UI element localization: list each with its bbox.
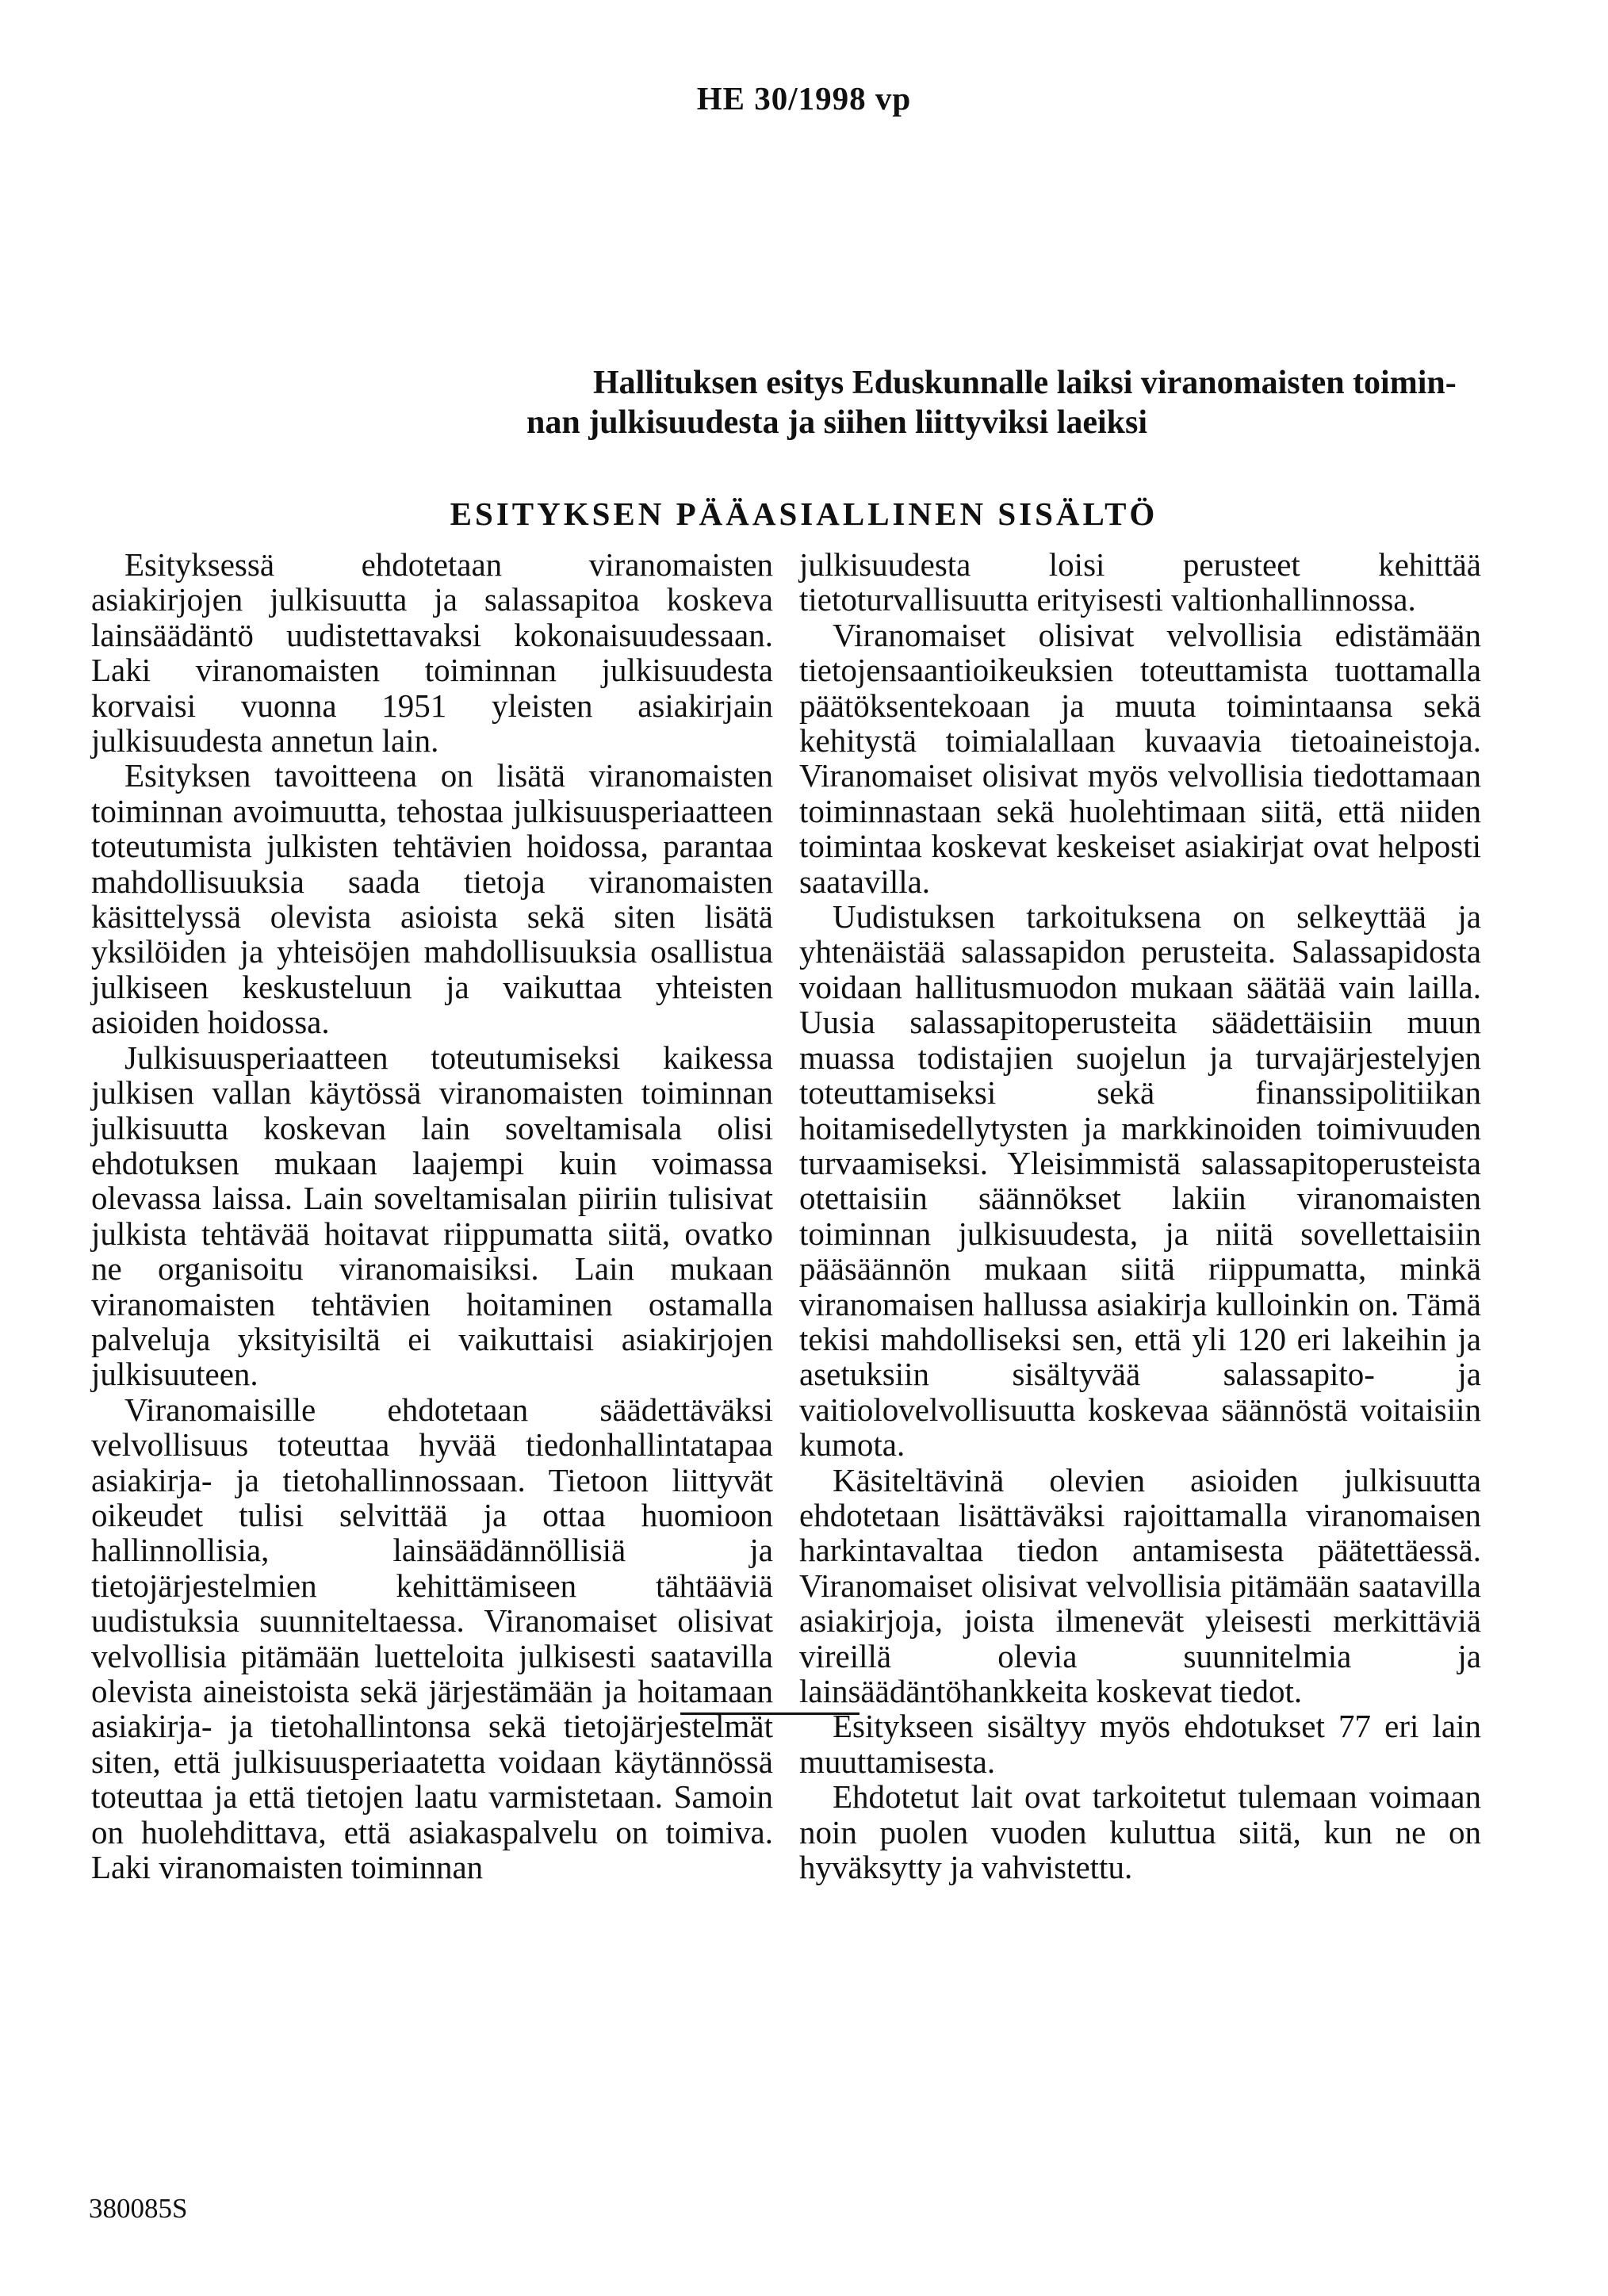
document-code: 380085S [89, 2193, 188, 2224]
title-line-2: nan julkisuudesta ja siihen liittyviksi laeiksi [526, 404, 1148, 441]
title-line-1: Hallituksen esitys Eduskunnalle laiksi viranomaisten toimin- [593, 365, 1457, 401]
paragraph: Käsiteltävinä olevien asioiden julkisuutta ehdotetaan lisättäväksi rajoittamalla viranomaisen harkintavaltaa tiedon antamisesta päätettäessä. Viranomaiset olisivat velvollisia pitämään saatavilla asiakirjoja, joista ilmenevät yleisesti merkittäviä vireillä olevia suunnitelmia ja lainsäädäntöhankkeita koskevat tiedot. [799, 1461, 1481, 1709]
paragraph: Esityksen tavoitteena on lisätä viranomaisten toiminnan avoimuutta, tehostaa julkisuusperiaatteen toteutumista julkisten tehtävien hoidossa, parantaa mahdollisuuksia saada tietoja viranomaisten käsittelyssä olevista asioista sekä siten lisätä yksilöiden ja yhteisöjen mahdollisuuksia osallistua julkiseen keskusteluun ja vaikuttaa yhteisten asioiden hoidossa. [91, 757, 773, 1041]
paragraph: Ehdotetut lait ovat tarkoitetut tulemaan voimaan noin puolen vuoden kuluttua siitä, kun ne on hyväksytty ja vahvistettu. [799, 1778, 1481, 1886]
paragraph: Viranomaisille ehdotetaan säädettäväksi velvollisuus toteuttaa hyvää tiedonhallintatapaa asiakirja- ja tietohallinnossaan. Tietoon liittyvät oikeudet tulisi selvittää ja ottaa huomioon hallinnollisia, lainsäädännöllisiä ja tietojärjestelmien kehittämiseen tähtääviä uudistuksia suunniteltaessa. Viranomaiset olisivat velvollisia pitämään luetteloita julkisesti saatavilla olevista aineistoista sekä järjestämään ja hoitamaan asiakirja- ja tietohallintonsa sekä tietojärjestelmät siten, että julkisuusperiaatetta voidaan käytännössä toteuttaa ja että tietojen laatu varmistetaan. Samoin on huolehdittava, että asiakaspalvelu on toimiva. Laki viranomaisten toiminnan [91, 1391, 773, 1886]
paragraph: Julkisuusperiaatteen toteutumiseksi kaikessa julkisen vallan käytössä viranomaisten toiminnan julkisuutta koskevan lain soveltamisala olisi ehdotuksen mukaan laajempi kuin voimassa olevassa laissa. Lain soveltamisalan piiriin tulisivat julkista tehtävää hoitavat riippumatta siitä, ovatko ne organisoitu viranomaisiksi. Lain mukaan viranomaisten tehtävien hoitaminen ostamalla palveluja yksityisiltä ei vaikuttaisi asiakirjojen julkisuuteen. [91, 1039, 773, 1393]
end-rule [680, 1712, 860, 1715]
paragraph: Viranomaiset olisivat velvollisia edistämään tietojensaantioikeuksien toteuttamista tuottamalla päätöksentekoaan ja muuta toimintaansa sekä kehitystä toimialallaan kuvaavia tietoaineistoja. Viranomaiset olisivat myös velvollisia tiedottamaan toiminnastaan sekä huolehtimaan siitä, että niiden toimintaa koskevat keskeiset asiakirjat ovat helposti saatavilla. [799, 616, 1481, 900]
paragraph: Esitykseen sisältyy myös ehdotukset 77 eri lain muuttamisesta. [799, 1708, 1481, 1780]
right-column [799, 547, 1481, 1885]
paragraph: Uudistuksen tarkoituksena on selkeyttää ja yhtenäistää salassapidon perusteita. Salassapidosta voidaan hallitusmuodon mukaan säätää vain lailla. Uusia salassapitoperusteita säädettäisiin muun muassa todistajien suojelun ja turvajärjestelyjen toteuttamiseksi sekä finanssipolitiikan hoitamisedellytysten ja markkinoiden toimivuuden turvaamiseksi. Yleisimmistä salassapitoperusteista otettaisiin säännökset lakiin viranomaisten toiminnan julkisuudesta, ja niitä sovellettaisiin pääsäännön mukaan siitä riippumatta, minkä viranomaisen hallussa asiakirja kulloinkin on. Tämä tekisi mahdolliseksi sen, että yli 120 eri lakeihin ja asetuksiin sisältyvää salassapito- ja vaitiolovelvollisuutta koskevaa säännöstä voitaisiin kumota. [799, 898, 1481, 1464]
document-id: HE 30/1998 vp [696, 80, 912, 117]
paragraph-continuation: julkisuudesta loisi perusteet kehittää tietoturvallisuutta erityisesti valtionhallinnossa. [799, 546, 1481, 618]
section-heading: ESITYKSEN PÄÄASIALLINEN SISÄLTÖ [450, 496, 1158, 532]
paragraph: Esityksessä ehdotetaan viranomaisten asiakirjojen julkisuutta ja salassapitoa koskeva lainsäädäntö uudistettavaksi kokonaisuudessaan. Laki viranomaisten toiminnan julkisuudesta korvaisi vuonna 1951 yleisten asiakirjain julkisuudesta annetun lain. [91, 546, 773, 760]
left-column [91, 547, 773, 1885]
document-title [526, 363, 1494, 442]
